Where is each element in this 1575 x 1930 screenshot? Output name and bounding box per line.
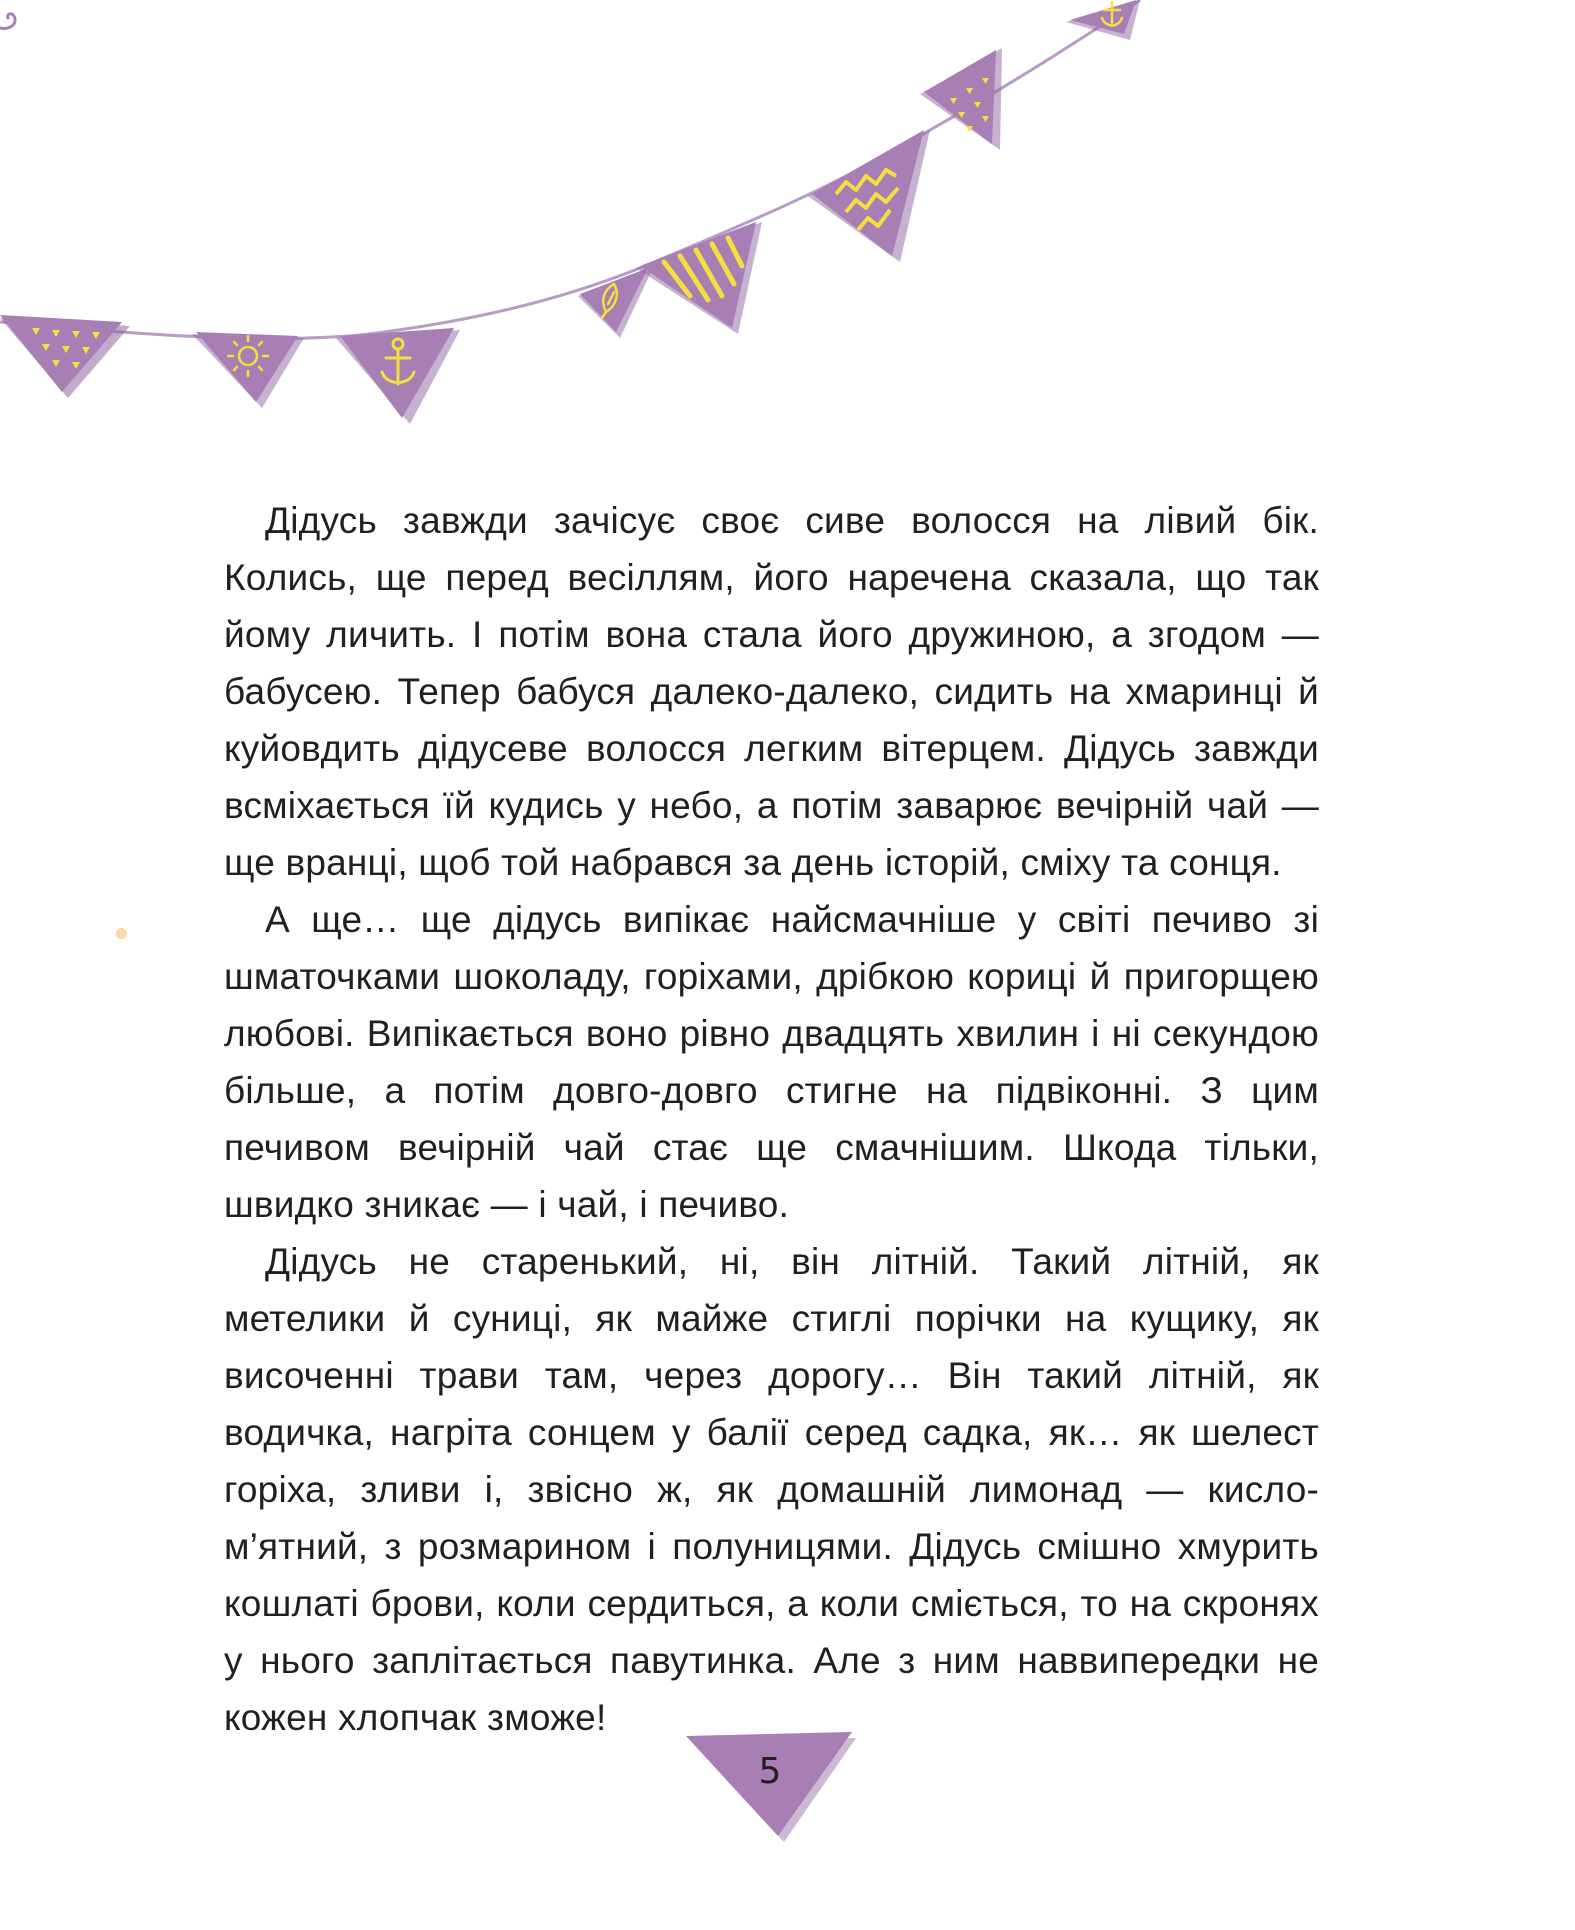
- flag-zigzag: [808, 130, 930, 262]
- bunting-garland-illustration: [0, 0, 1575, 430]
- paragraph-1: Дідусь завжди зачісує своє сиве волосся на лівий бік. Колись, ще перед весіллям, його наречена сказала, що так йому личить. І потім вона стала його дружиною, а згодом — бабусею. Тепер бабуся далеко-далеко, сидить на хмаринці й куйовдить дідусеве волосся легким вітерцем. Дідусь завжди всміхається їй кудись у небо, а потім заварює вечірній чай — ще вранці, щоб той набрався за день історій, сміху та сонця.: [224, 500, 1319, 883]
- flag-triangles-1: [0, 315, 130, 398]
- page-number: 5: [758, 1751, 782, 1792]
- paragraph-3: Дідусь не старенький, ні, він літній. Такий літній, як метелики й суниці, як майже стиглі порічки на кущику, як височенні трави там, через дорогу… Він такий літній, як водичка, нагріта сонцем у балії серед садка, як… як шелест горіха, зливи і, звісно ж, як домашній лимонад — кисло-м’ятний, з розмарином і полуницями. Дідусь смішно хмурить кошлаті брови, коли сердиться, а коли сміється, то на скронях у нього заплітається павутинка. Але з ним наввипередки не кожен хлопчак зможе!: [224, 1241, 1319, 1738]
- decorative-dot: [116, 928, 127, 939]
- flag-triangles-2: [920, 48, 1002, 150]
- flag-sun: [192, 332, 304, 408]
- story-text: [224, 492, 1319, 1746]
- flag-anchor-2: [1066, 0, 1140, 40]
- paragraph-2: А ще… ще дідусь випікає найсмачніше у світі печиво зі шматочками шоколаду, горіхами, дрібкою кориці й пригорщею любові. Випікається воно рівно двадцять хвилин і ні секундою більше, а потім довго-довго стигне на підвіконні. З цим печивом вечірній чай стає ще смачнішим. Шкода тільки, швидко зникає — і чай, і печиво.: [224, 899, 1319, 1225]
- flag-anchor-1: [336, 328, 460, 424]
- garland-string: [0, 0, 1140, 339]
- flag-stripes: [636, 222, 762, 334]
